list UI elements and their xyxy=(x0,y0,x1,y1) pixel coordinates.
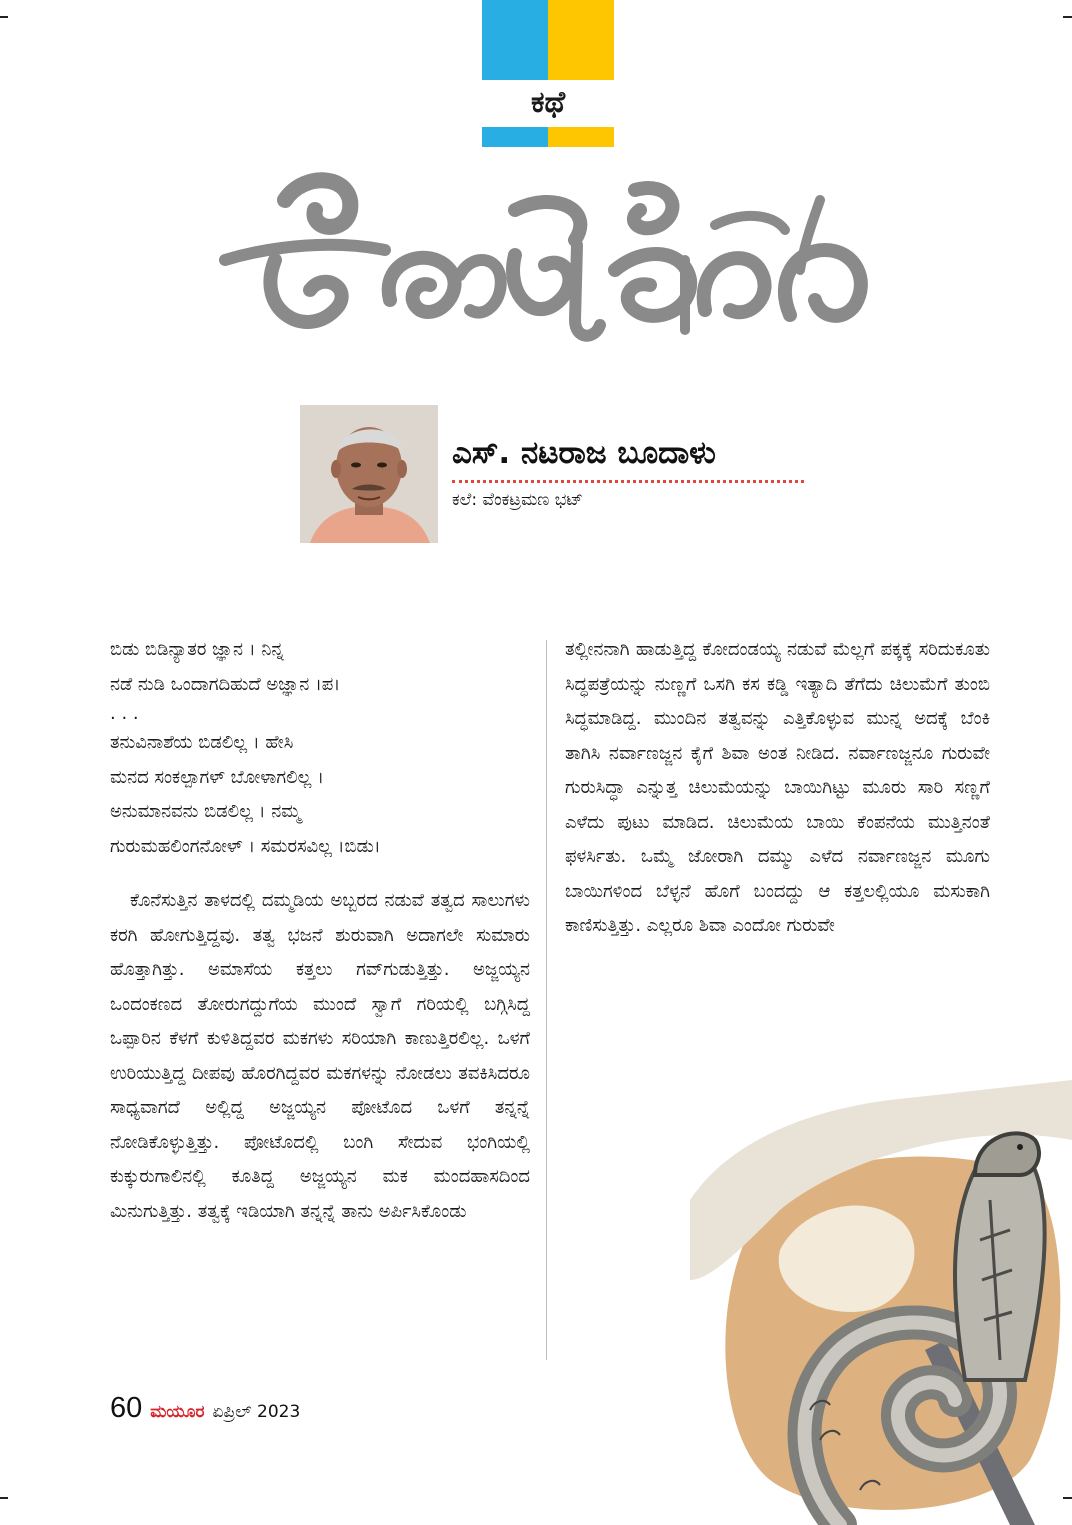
verse-line: ಮನದ ಸಂಕಲ್ಪಾಗಳ್ ಬೋಳಾಗಲಿಲ್ಲ । xyxy=(110,766,324,788)
verse-line: ಗುರುಮಹಲಿಂಗನೋಳ್ । ಸಮರಸವಿಲ್ಲ ।ಬಿಡು। xyxy=(110,835,381,857)
section-label: ಕಥೆ xyxy=(530,85,566,120)
page-number: 60 xyxy=(110,1392,143,1424)
section-label-blue xyxy=(482,0,548,80)
section-label-underline-blue xyxy=(482,127,548,147)
body-paragraph: ತಲ್ಲೀನನಾಗಿ ಹಾಡುತ್ತಿದ್ದ ಕೋದಂಡಯ್ಯ ನಡುವೆ ಮೆಲ್ಲಗೆ ಪಕ್ಕಕ್ಕೆ ಸರಿದುಕೂತು ಸಿದ್ಧಪತ್ರೆಯನ್ನು ನುಣ್ಣಗೆ ಒಸಗಿ ಕಸ ಕಡ್ಡಿ ಇತ್ಯಾದಿ ತೆಗೆದು ಚಿಲುಮೆಗೆ ತುಂಬಿ ಸಿದ್ಧಮಾಡಿದ್ದ. ಮುಂದಿನ ತತ್ವವನ್ನು ಎತ್ತಿಕೊಳ್ಳುವ ಮುನ್ನ ಅದಕ್ಕೆ ಬೆಂಕಿ ತಾಗಿಸಿ ನರ್ವಾಣಜ್ಜನ ಕೈಗೆ ಶಿವಾ ಅಂತ ನೀಡಿದ. ನರ್ವಾಣಜ್ಜನೂ ಗುರುವೇ ಗುರುಸಿದ್ಧಾ ಎನ್ನುತ್ತ ಚಿಲುಮೆಯನ್ನು ಬಾಯಿಗಿಟ್ಟು ಮೂರು ಸಾರಿ ಸಣ್ಣಗೆ ಎಳೆದು ಪುಟು ಮಾಡಿದ. ಚಿಲುಮೆಯ ಬಾಯಿ ಕೆಂಪನೆಯ ಮುತ್ತಿನಂತೆ ಫಳರ್ಸಿತು. ಒಮ್ಮೆ ಜೋರಾಗಿ ದಮ್ಮು ಎಳೆದ ನರ್ವಾಣಜ್ಜನ ಮೂಗು ಬಾಯಿಗಳಿಂದ ಬೆಳ್ಳನೆ ಹೊಗೆ ಬಂದದ್ದು ಆ ಕತ್ತಲಲ್ಲಿಯೂ ಮಸುಕಾಗಿ ಕಾಣಿಸುತ್ತಿತ್ತು. ಎಲ್ಲರೂ ಶಿವಾ ಎಂದೋ ಗುರುವೇ xyxy=(565,639,990,936)
author-name: ಎಸ್‌. ನಟರಾಜ ಬೂದಾಳು xyxy=(452,435,716,471)
verse-gap xyxy=(110,864,530,884)
verse-ellipsis: . . . xyxy=(110,703,139,724)
verse-line: ಅನುಮಾನವನು ಬಿಡಲಿಲ್ಲ । ನಮ್ಮ xyxy=(110,801,301,822)
page-footer xyxy=(110,1392,300,1432)
crop-mark xyxy=(0,1497,8,1499)
issue-date: ಏಪ್ರಿಲ್ 2023 xyxy=(212,1402,301,1422)
section-label-yellow xyxy=(548,0,614,80)
crop-mark xyxy=(1063,16,1072,18)
section-label-underline-yellow xyxy=(548,127,614,147)
column-divider xyxy=(546,640,547,1360)
crop-mark xyxy=(0,16,8,18)
verse-line: ಬಿಡು ಬಿಡಿನ್ಯಾತರ ಜ್ಞಾನ । ನಿನ್ನ xyxy=(110,639,284,660)
cobra-illustration xyxy=(690,1080,1072,1525)
author-dotted-rule xyxy=(452,480,804,483)
verse-line: ತನುವಿನಾಶೆಯ ಬಿಡಲಿಲ್ಲ । ಹೇಸಿ xyxy=(110,732,294,753)
story-title-calligraphy xyxy=(215,150,875,380)
left-column xyxy=(110,633,530,1229)
right-column xyxy=(565,633,990,944)
magazine-name: ಮಯೂರ xyxy=(150,1402,205,1422)
section-label-color-block xyxy=(482,0,614,80)
author-photo xyxy=(300,405,438,543)
illustrator-credit: ಕಲೆ: ವೆಂಕಟ್ರಮಣ ಭಟ್ xyxy=(452,490,583,510)
body-paragraph: ಕೊನೆಸುತ್ತಿನ ತಾಳದಲ್ಲಿ ದಮ್ಮಡಿಯ ಅಬ್ಬರದ ನಡುವೆ ತತ್ವದ ಸಾಲುಗಳು ಕರಗಿ ಹೋಗುತ್ತಿದ್ದವು. ತತ್ವ ಭಜನೆ ಶುರುವಾಗಿ ಅದಾಗಲೇ ಸುಮಾರು ಹೊತ್ತಾಗಿತ್ತು. ಅಮಾಸೆಯ ಕತ್ತಲು ಗವ್‌ಗುಡುತ್ತಿತ್ತು. ಅಜ್ಜಯ್ಯನ ಒಂದಂಕಣದ ತೋರುಗದ್ದುಗೆಯ ಮುಂದೆ ಸ್ವಾಗೆ ಗರಿಯಲ್ಲಿ ಬಗ್ಗಿಸಿದ್ದ ಒಪ್ಪಾರಿನ ಕೆಳಗೆ ಕುಳಿತಿದ್ದವರ ಮಕಗಳು ಸರಿಯಾಗಿ ಕಾಣುತ್ತಿರಲಿಲ್ಲ. ಒಳಗೆ ಉರಿಯುತ್ತಿದ್ದ ದೀಪವು ಹೊರಗಿದ್ದವರ ಮಕಗಳನ್ನು ನೋಡಲು ತವಕಿಸಿದರೂ ಸಾಧ್ಯವಾಗದೆ ಅಲ್ಲಿದ್ದ ಅಜ್ಜಯ್ಯನ ಪೋಟೊದ ಒಳಗೆ ತನ್ನನ್ನೆ ನೋಡಿಕೊಳ್ಳುತ್ತಿತ್ತು. ಪೋಟೊದಲ್ಲಿ ಬಂಗಿ ಸೇದುವ ಭಂಗಿಯಲ್ಲಿ ಕುಕ್ಕುರುಗಾಲಿನಲ್ಲಿ ಕೂತಿದ್ದ ಅಜ್ಜಯ್ಯನ ಮಕ ಮಂದಹಾಸದಿಂದ ಮಿನುಗುತ್ತಿತ್ತು. ತತ್ವಕ್ಕೆ ಇಡಿಯಾಗಿ ತನ್ನನ್ನೆ ತಾನು ಅರ್ಪಿಸಿಕೊಂಡು xyxy=(110,890,530,1222)
verse-line: ನಡೆ ನುಡಿ ಒಂದಾಗದಿಹುದೆ ಅಜ್ಞಾನ ।ಪ। xyxy=(110,673,341,695)
section-label-underline xyxy=(482,127,614,147)
